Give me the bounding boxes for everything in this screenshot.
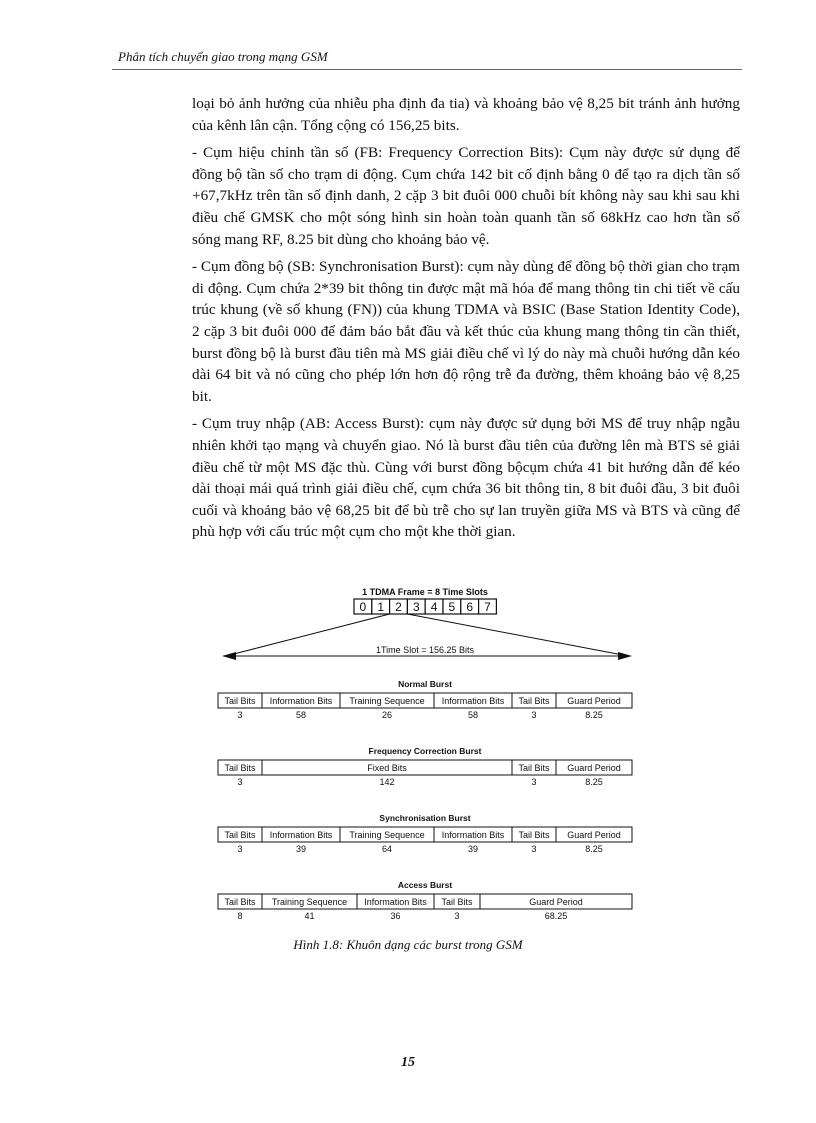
paragraph-access-burst: - Cụm truy nhập (AB: Access Burst): cụm này được sử dụng bởi MS để truy nhập ngẫu nhiên khởi tạo mạng và chuyển giao. Nó là burst đầu tiên của đường lên mà BTS sẻ giải điều chế từ một MS đặc thù. Cùng với burst đồng bộcụm chứa 41 bit hướng dẫn để kéo dài thoại mái quá trình giải điều chế, cụm chứa 36 bit thông tin, 8 bit đuôi đầu, 3 bit đuôi cuối và khoảng bảo vệ 68,25 bit để bù trễ cho sự lan truyền giữa MS và BTS và cũng để phù hợp với cấu trúc một cụm cho một khe thời gian. [192,415,740,541]
field-label: Guard Period [567,830,621,840]
running-header: Phân tích chuyển giao trong mạng GSM [118,49,328,64]
body-text [192,93,740,549]
field-value: 8 [237,911,243,921]
field-value: 26 [381,710,393,720]
field-label: Tail Bits [224,830,256,840]
field-value: 8.25 [585,844,603,854]
field-label: Tail Bits [518,763,550,773]
field-label: Training Sequence [349,830,425,840]
field-label: Guard Period [567,763,621,773]
field-label: Information Bits [364,897,427,907]
time-slot-number: 4 [430,600,438,614]
time-slot-number: 3 [412,600,420,614]
field-value: 58 [467,710,479,720]
field-label: Guard Period [529,897,583,907]
field-value: 58 [295,710,307,720]
time-slot-number: 0 [359,600,367,614]
field-label: Tail Bits [224,696,256,706]
timeslot-arrow-left-head [222,652,236,660]
field-value: 41 [304,911,315,921]
burst-title: Frequency Correction Burst [368,746,482,756]
time-slot-number: 5 [448,600,456,614]
field-value: 8.25 [585,777,603,787]
burst-format-figure [210,586,640,924]
field-label: Information Bits [441,830,505,840]
paragraph-synchronisation: - Cụm đồng bộ (SB: Synchronisation Burst): cụm này dùng để đồng bộ thời gian cho trạm di động. Cụm chứa 2*39 bit thông tin được mật mã hóa để mang thông tin chi tiết về cấu trúc khung (về số khung (FN)) của khung TDMA và BSIC (Base Station Identity Code), 2 cặp 3 bit đuôi 000 để đảm báo bắt đầu và kết thúc của khung mang thông tin cần thiết, burst đồng bộ là burst đầu tiên mà MS giải điều chế vì lý do này mà chuỗi hướng dẫn kéo dài 64 bit và nó cũng cho phép lớn hơn độ rộng trễ đa đường, thêm khoảng bảo vệ 8,25 bit. [192,258,740,405]
field-label: Tail Bits [518,830,550,840]
burst-title: Synchronisation Burst [379,813,471,823]
field-label: Information Bits [269,696,333,706]
field-value: 3 [237,777,243,787]
field-value: 142 [379,777,395,787]
field-label: Tail Bits [224,897,256,907]
header-divider [112,69,742,70]
field-value: 3 [531,710,537,720]
field-label: Training Sequence [271,897,348,907]
figure-caption: Hình 1.8: Khuôn dạng các burst trong GSM [293,937,523,952]
field-value: 3 [531,777,537,787]
field-label: Information Bits [269,830,333,840]
field-label: Tail Bits [441,897,473,907]
field-label: Guard Period [567,696,621,706]
timeslot-label: 1Time Slot = 156.25 Bits [376,645,474,655]
field-label: Tail Bits [518,696,550,706]
field-value: 3 [454,911,460,921]
field-value: 36 [390,911,401,921]
timeslot-arrow-right-head [618,652,632,660]
time-slot-number: 2 [395,600,402,614]
field-label: Tail Bits [224,763,256,773]
time-slot-number: 7 [484,600,491,614]
field-label: Training Sequence [349,696,425,706]
burst-title: Normal Burst [398,679,452,689]
frame-title: 1 TDMA Frame = 8 Time Slots [362,587,488,597]
field-value: 3 [531,844,537,854]
paragraph-guard-period: loại bỏ ảnh hưởng của nhiễu pha định đa tia) và khoảng bảo vệ 8,25 bit tránh ảnh hưởng của kênh lân cận. Tổng cộng có 156,25 bits. [192,95,740,134]
time-slot-number: 6 [466,600,474,614]
field-value: 68.25 [544,911,568,921]
field-value: 39 [295,844,307,854]
field-value: 3 [237,710,243,720]
field-value: 3 [237,844,243,854]
field-value: 64 [381,844,393,854]
field-value: 8.25 [585,710,603,720]
field-label: Information Bits [441,696,505,706]
burst-title: Access Burst [397,880,453,890]
expansion-line-left [226,614,390,656]
paragraph-frequency-correction: - Cụm hiệu chỉnh tần số (FB: Frequency Correction Bits): Cụm này được sử dụng để đồng bộ tần số cho trạm di động. Cụm chứa 142 bit cố định bằng 0 để tạo ra dịch tần số +67,7kHz trên tần số định danh, 2 cặp 3 bit đuôi 000 chuỗi bít không này sau khi sau khi điều chế GMSK cho một sóng hình sin hoàn toàn quanh tần số 68kHz cao hơn tần số sóng mang RF, 8.25 bit dùng cho khoảng bảo vệ. [192,144,740,248]
field-value: 39 [467,844,479,854]
burst-diagram [210,586,640,924]
page-number: 15 [401,1055,415,1070]
time-slot-number: 1 [377,600,385,614]
field-label: Fixed Bits [367,763,407,773]
